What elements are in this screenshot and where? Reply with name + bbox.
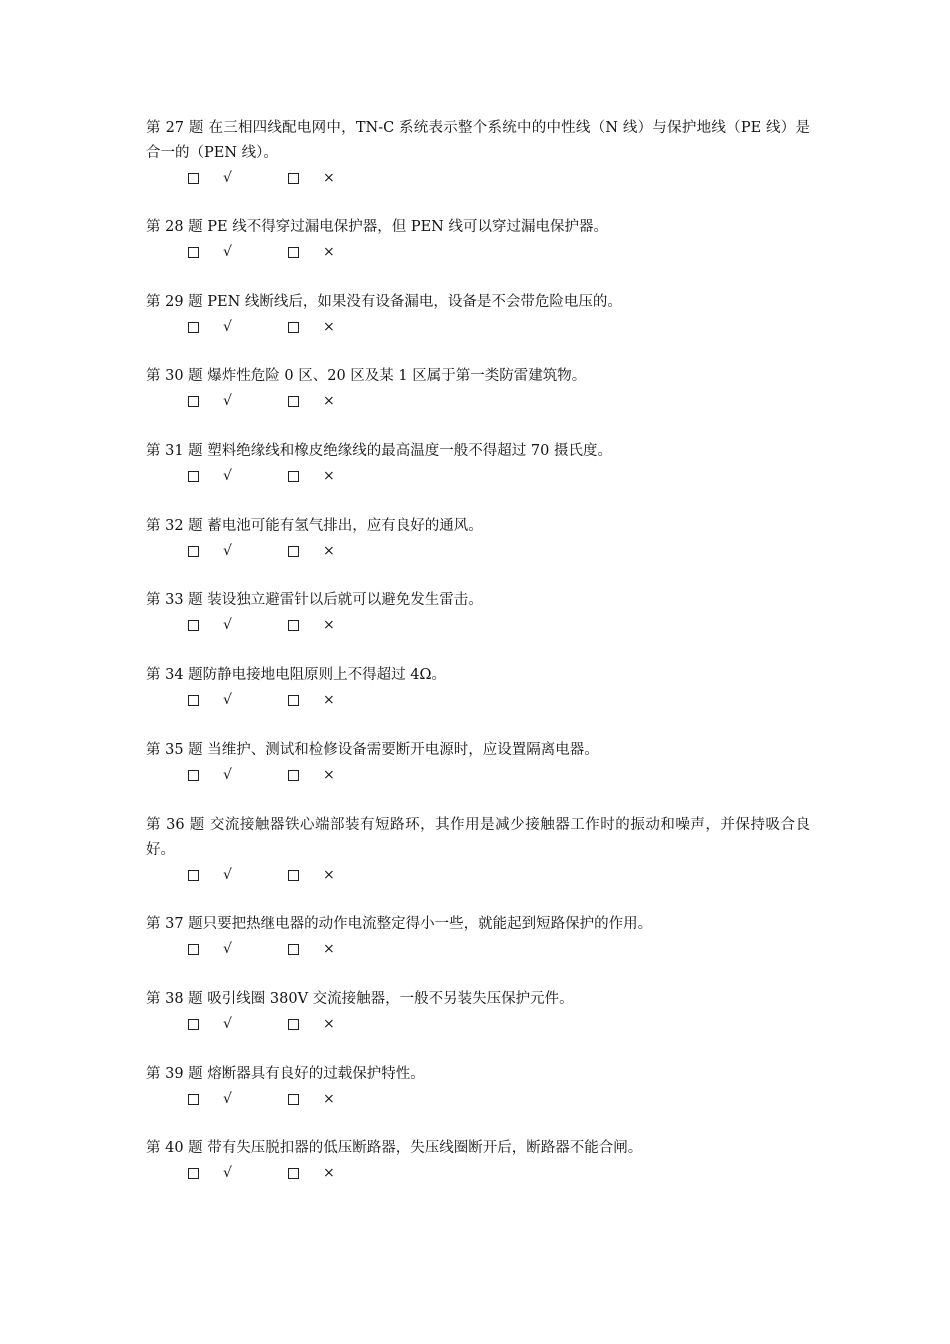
cross-mark: ×: [323, 617, 335, 633]
question-text: 第 33 题 装设独立避雷针以后就可以避免发生雷击。: [146, 592, 483, 608]
checkbox-icon[interactable]: [288, 770, 299, 781]
checkbox-icon[interactable]: [288, 870, 299, 881]
check-mark: √: [223, 867, 232, 883]
checkbox-icon[interactable]: [188, 247, 199, 258]
option-false[interactable]: [288, 464, 335, 489]
question-32: [146, 514, 810, 564]
checkbox-icon[interactable]: [188, 870, 199, 881]
question-text: 第 31 题 塑料绝缘线和橡皮绝缘线的最高温度一般不得超过 70 摄氏度。: [146, 443, 612, 459]
option-false[interactable]: [288, 1161, 335, 1186]
checkbox-icon[interactable]: [288, 944, 299, 955]
question-38: [146, 987, 810, 1037]
answer-options: [146, 688, 810, 713]
checkbox-icon[interactable]: [188, 173, 199, 184]
question-text: 第 27 题 在三相四线配电网中，TN-C 系统表示整个系统中的中性线（N 线）与保护地线（PE 线）是合一的（PEN 线）。: [146, 120, 810, 161]
answer-options: [146, 863, 810, 888]
checkbox-icon[interactable]: [188, 944, 199, 955]
option-true[interactable]: [188, 1161, 232, 1186]
option-true[interactable]: [188, 464, 232, 489]
option-false[interactable]: [288, 389, 335, 414]
check-mark: √: [223, 767, 232, 783]
check-mark: √: [223, 170, 232, 186]
question-31: [146, 439, 810, 489]
answer-options: [146, 464, 810, 489]
option-false[interactable]: [288, 613, 335, 638]
question-text: 第 29 题 PEN 线断线后，如果没有设备漏电，设备是不会带危险电压的。: [146, 294, 622, 310]
option-true[interactable]: [188, 1012, 232, 1037]
check-mark: √: [223, 244, 232, 260]
question-text: 第 30 题 爆炸性危险 0 区、20 区及某 1 区属于第一类防雷建筑物。: [146, 368, 587, 384]
answer-options: [146, 315, 810, 340]
option-false[interactable]: [288, 937, 335, 962]
checkbox-icon[interactable]: [188, 1094, 199, 1105]
question-29: [146, 290, 810, 340]
checkbox-icon[interactable]: [288, 546, 299, 557]
answer-options: [146, 1012, 810, 1037]
checkbox-icon[interactable]: [188, 322, 199, 333]
checkbox-icon[interactable]: [188, 546, 199, 557]
checkbox-icon[interactable]: [288, 471, 299, 482]
question-37: [146, 912, 810, 962]
checkbox-icon[interactable]: [188, 1168, 199, 1179]
answer-options: [146, 763, 810, 788]
cross-mark: ×: [323, 244, 335, 260]
answer-options: [146, 613, 810, 638]
option-false[interactable]: [288, 539, 335, 564]
option-false[interactable]: [288, 1012, 335, 1037]
cross-mark: ×: [323, 692, 335, 708]
question-33: [146, 588, 810, 638]
question-39: [146, 1062, 810, 1112]
option-false[interactable]: [288, 863, 335, 888]
checkbox-icon[interactable]: [188, 396, 199, 407]
checkbox-icon[interactable]: [288, 1168, 299, 1179]
answer-options: [146, 389, 810, 414]
check-mark: √: [223, 468, 232, 484]
checkbox-icon[interactable]: [288, 173, 299, 184]
cross-mark: ×: [323, 941, 335, 957]
question-text: 第 35 题 当维护、测试和检修设备需要断开电源时，应设置隔离电器。: [146, 742, 599, 758]
question-36: [146, 813, 810, 888]
question-28: [146, 215, 810, 265]
option-true[interactable]: [188, 166, 232, 191]
checkbox-icon[interactable]: [288, 695, 299, 706]
question-text: 第 32 题 蓄电池可能有氢气排出，应有良好的通风。: [146, 518, 483, 534]
checkbox-icon[interactable]: [288, 1094, 299, 1105]
question-text: 第 39 题 熔断器具有良好的过载保护特性。: [146, 1066, 425, 1082]
check-mark: √: [223, 941, 232, 957]
cross-mark: ×: [323, 319, 335, 335]
question-text: 第 38 题 吸引线圈 380V 交流接触器，一般不另装失压保护元件。: [146, 991, 574, 1007]
option-true[interactable]: [188, 613, 232, 638]
checkbox-icon[interactable]: [188, 770, 199, 781]
option-true[interactable]: [188, 240, 232, 265]
check-mark: √: [223, 543, 232, 559]
checkbox-icon[interactable]: [188, 695, 199, 706]
question-35: [146, 738, 810, 788]
question-40: [146, 1136, 810, 1186]
option-true[interactable]: [188, 937, 232, 962]
cross-mark: ×: [323, 1016, 335, 1032]
checkbox-icon[interactable]: [288, 247, 299, 258]
checkbox-icon[interactable]: [288, 620, 299, 631]
answer-options: [146, 1161, 810, 1186]
checkbox-icon[interactable]: [288, 396, 299, 407]
answer-options: [146, 1087, 810, 1112]
option-false[interactable]: [288, 240, 335, 265]
option-true[interactable]: [188, 863, 232, 888]
option-true[interactable]: [188, 389, 232, 414]
cross-mark: ×: [323, 468, 335, 484]
question-text: 第 36 题 交流接触器铁心端部装有短路环，其作用是减少接触器工作时的振动和噪声，并保持吸合良好。: [146, 817, 810, 858]
check-mark: √: [223, 1165, 232, 1181]
question-27: [146, 116, 810, 191]
option-true[interactable]: [188, 763, 232, 788]
cross-mark: ×: [323, 1165, 335, 1181]
answer-options: [146, 539, 810, 564]
option-false[interactable]: [288, 315, 335, 340]
option-false[interactable]: [288, 763, 335, 788]
cross-mark: ×: [323, 543, 335, 559]
question-text: 第 37 题只要把热继电器的动作电流整定得小一些，就能起到短路保护的作用。: [146, 916, 653, 932]
check-mark: √: [223, 617, 232, 633]
check-mark: √: [223, 1016, 232, 1032]
option-true[interactable]: [188, 539, 232, 564]
option-false[interactable]: [288, 166, 335, 191]
question-30: [146, 364, 810, 414]
option-false[interactable]: [288, 1087, 335, 1112]
option-true[interactable]: [188, 1087, 232, 1112]
checkbox-icon[interactable]: [188, 1019, 199, 1030]
check-mark: √: [223, 1091, 232, 1107]
check-mark: √: [223, 393, 232, 409]
question-text: 第 28 题 PE 线不得穿过漏电保护器，但 PEN 线可以穿过漏电保护器。: [146, 219, 608, 235]
answer-options: [146, 937, 810, 962]
checkbox-icon[interactable]: [188, 620, 199, 631]
question-text: 第 34 题防静电接地电阻原则上不得超过 4Ω。: [146, 667, 447, 683]
cross-mark: ×: [323, 170, 335, 186]
question-34: [146, 663, 810, 713]
answer-options: [146, 240, 810, 265]
question-text: 第 40 题 带有失压脱扣器的低压断路器，失压线圈断开后，断路器不能合闸。: [146, 1140, 643, 1156]
option-true[interactable]: [188, 688, 232, 713]
checkbox-icon[interactable]: [288, 322, 299, 333]
check-mark: √: [223, 692, 232, 708]
cross-mark: ×: [323, 1091, 335, 1107]
option-false[interactable]: [288, 688, 335, 713]
cross-mark: ×: [323, 867, 335, 883]
option-true[interactable]: [188, 315, 232, 340]
checkbox-icon[interactable]: [288, 1019, 299, 1030]
check-mark: √: [223, 319, 232, 335]
answer-options: [146, 166, 810, 191]
cross-mark: ×: [323, 393, 335, 409]
cross-mark: ×: [323, 767, 335, 783]
checkbox-icon[interactable]: [188, 471, 199, 482]
